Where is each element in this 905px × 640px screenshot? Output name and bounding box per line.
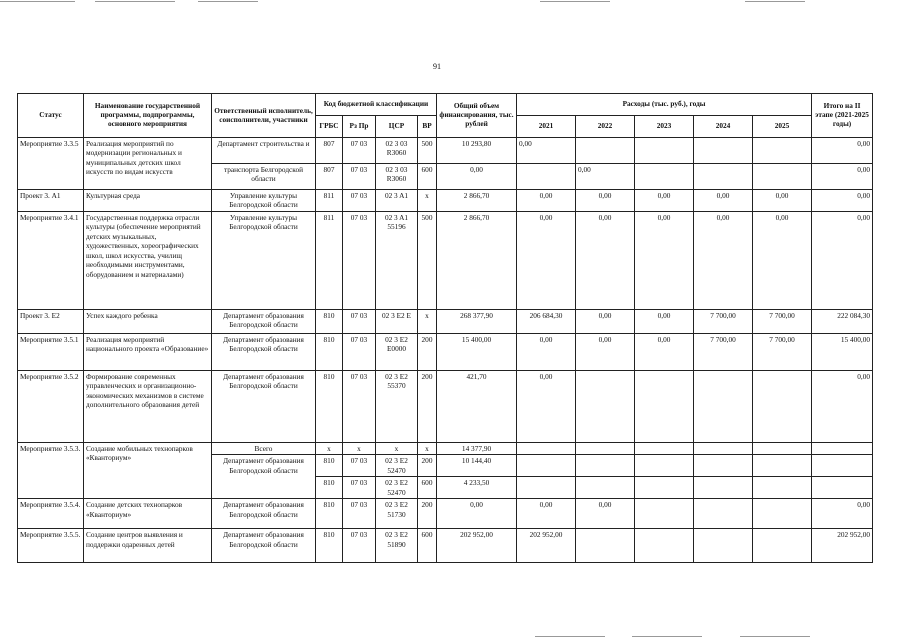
cell-2024: 0,00	[694, 190, 753, 212]
cell-2023: 0,00	[635, 190, 694, 212]
cell-status: Мероприятие 3.3.5	[18, 138, 84, 190]
cell-vr: 200	[418, 370, 437, 442]
cell-stage: 0,00	[812, 190, 873, 212]
cell-2023	[635, 442, 694, 454]
cell-executor: Департамент образования Белгородской области	[212, 455, 316, 499]
cell-2022: 0,00	[576, 211, 635, 309]
cell-total: 202 952,00	[437, 529, 517, 563]
cell-grbs: 810	[316, 529, 343, 563]
cell-2021: 0,00	[517, 211, 576, 309]
cell-executor: Департамент образования Белгородской области	[212, 529, 316, 563]
cell-2023	[635, 164, 694, 190]
cell-stage: 0,00	[812, 164, 873, 190]
cell-status: Мероприятие 3.5.2	[18, 370, 84, 442]
cell-executor: Департамент образования Белгородской области	[212, 370, 316, 442]
cell-vr: x	[418, 309, 437, 333]
cell-status: Проект 3. E2	[18, 309, 84, 333]
cell-grbs: 807	[316, 138, 343, 164]
cell-executor: Департамент образования Белгородской области	[212, 333, 316, 370]
cell-2024	[694, 370, 753, 442]
cell-csr: 02 3 E2 55370	[376, 370, 418, 442]
cell-2025	[753, 529, 812, 563]
cell-rzpr: x	[343, 442, 376, 454]
cell-grbs: x	[316, 442, 343, 454]
cell-grbs: 811	[316, 211, 343, 309]
cell-name: Создание мобильных технопарков «Кванториум»	[84, 442, 212, 498]
cell-status: Мероприятие 3.4.1	[18, 211, 84, 309]
cell-2022	[576, 529, 635, 563]
cell-name: Создание детских технопарков «Кванториум»	[84, 499, 212, 529]
cell-2021: 0,00	[517, 333, 576, 370]
cell-status: Мероприятие 3.5.4.	[18, 499, 84, 529]
cell-2021: 0,00	[517, 499, 576, 529]
cell-vr: 200	[418, 455, 437, 477]
cell-total: 15 400,00	[437, 333, 517, 370]
table-body	[18, 138, 873, 563]
cell-total: 10 144,40	[437, 455, 517, 477]
cell-2025	[753, 499, 812, 529]
cell-rzpr: 07 03	[343, 477, 376, 499]
cell-total: 0,00	[437, 499, 517, 529]
cell-2023	[635, 370, 694, 442]
cell-csr: x	[376, 442, 418, 454]
cell-name: Реализация мероприятий национального проекта «Образование»	[84, 333, 212, 370]
cell-status: Мероприятие 3.5.1	[18, 333, 84, 370]
cell-total: 10 293,80	[437, 138, 517, 164]
cell-2021: 0,00	[517, 370, 576, 442]
cell-2021	[517, 164, 576, 190]
header-status: Статус	[18, 94, 84, 138]
cell-2025	[753, 442, 812, 454]
header-total-funding: Общий объем финансирования, тыс. рублей	[437, 94, 517, 138]
cell-2022	[576, 477, 635, 499]
scan-artifact-line	[535, 636, 605, 637]
cell-2025	[753, 477, 812, 499]
cell-rzpr: 07 03	[343, 211, 376, 309]
cell-csr: 02 3 E2 E	[376, 309, 418, 333]
cell-vr: 200	[418, 333, 437, 370]
cell-2025	[753, 138, 812, 164]
scan-artifact-line	[745, 1, 805, 2]
cell-total: 421,70	[437, 370, 517, 442]
cell-2024	[694, 499, 753, 529]
cell-executor: Управление культуры Белгородской области	[212, 190, 316, 212]
header-code-group: Код бюджетной классификации	[316, 94, 437, 116]
scan-artifact-line	[95, 1, 175, 2]
cell-grbs: 810	[316, 499, 343, 529]
cell-csr: 02 3 E2 51730	[376, 499, 418, 529]
cell-2023	[635, 499, 694, 529]
scan-artifact-line	[632, 636, 702, 637]
cell-2022	[576, 442, 635, 454]
cell-grbs: 810	[316, 455, 343, 477]
cell-executor: Департамент строительства и	[212, 138, 316, 164]
cell-2025: 7 700,00	[753, 309, 812, 333]
cell-csr: 02 3 A1	[376, 190, 418, 212]
cell-rzpr: 07 03	[343, 190, 376, 212]
cell-2025: 0,00	[753, 211, 812, 309]
cell-rzpr: 07 03	[343, 138, 376, 164]
header-year-2022: 2022	[576, 116, 635, 138]
table-row	[18, 211, 873, 309]
cell-rzpr: 07 03	[343, 499, 376, 529]
cell-rzpr: 07 03	[343, 164, 376, 190]
cell-2025	[753, 455, 812, 477]
cell-2021	[517, 442, 576, 454]
cell-name: Успех каждого ребенка	[84, 309, 212, 333]
cell-2024	[694, 164, 753, 190]
cell-stage: 0,00	[812, 211, 873, 309]
cell-2021: 0,00	[517, 138, 576, 164]
cell-rzpr: 07 03	[343, 370, 376, 442]
page-number: 91	[433, 62, 441, 71]
cell-name: Создание центров выявления и поддержки одаренных детей	[84, 529, 212, 563]
cell-2025: 7 700,00	[753, 333, 812, 370]
cell-2024: 7 700,00	[694, 309, 753, 333]
cell-stage	[812, 455, 873, 477]
cell-grbs: 811	[316, 190, 343, 212]
header-year-2025: 2025	[753, 116, 812, 138]
cell-grbs: 810	[316, 309, 343, 333]
table-row	[18, 499, 873, 529]
cell-name: Реализация мероприятий по модернизации региональных и муниципальных детских школ искусств по видам искусств	[84, 138, 212, 190]
cell-stage: 0,00	[812, 370, 873, 442]
cell-total: 14 377,90	[437, 442, 517, 454]
cell-csr: 02 3 E2 E0000	[376, 333, 418, 370]
table-row	[18, 138, 873, 164]
cell-total: 0,00	[437, 164, 517, 190]
table-row	[18, 442, 873, 454]
cell-stage: 15 400,00	[812, 333, 873, 370]
cell-executor: транспорта Белгородской области	[212, 164, 316, 190]
cell-name: Формирование современных управленческих и организационно-экономических механизмов в системе дополнительного образования детей	[84, 370, 212, 442]
cell-2022	[576, 138, 635, 164]
scan-artifact-line	[540, 1, 610, 2]
header-year-2023: 2023	[635, 116, 694, 138]
cell-vr: 600	[418, 164, 437, 190]
cell-stage	[812, 442, 873, 454]
cell-grbs: 810	[316, 370, 343, 442]
header-name: Наименование государственной программы, подпрограммы, основного мероприятия	[84, 94, 212, 138]
cell-total: 2 866,70	[437, 190, 517, 212]
cell-stage: 222 084,30	[812, 309, 873, 333]
scan-artifact-line	[740, 636, 810, 637]
header-csr: ЦСР	[376, 116, 418, 138]
cell-2023	[635, 138, 694, 164]
cell-csr: 02 3 E2 51890	[376, 529, 418, 563]
cell-total: 2 866,70	[437, 211, 517, 309]
cell-rzpr: 07 03	[343, 455, 376, 477]
cell-2023: 0,00	[635, 333, 694, 370]
cell-csr: 02 3 E2 52470	[376, 455, 418, 477]
cell-2023	[635, 529, 694, 563]
cell-2022: 0,00	[576, 190, 635, 212]
cell-2022: 0,00	[576, 333, 635, 370]
cell-executor: Департамент образования Белгородской области	[212, 309, 316, 333]
header-executor: Ответственный исполнитель, соисполнители, участники	[212, 94, 316, 138]
scan-artifact-line	[198, 1, 258, 2]
cell-name: Культурная среда	[84, 190, 212, 212]
table-row	[18, 190, 873, 212]
cell-2023	[635, 455, 694, 477]
cell-grbs: 807	[316, 164, 343, 190]
cell-executor: Департамент образования Белгородской области	[212, 499, 316, 529]
cell-2022: 0,00	[576, 164, 635, 190]
budget-table	[17, 93, 873, 563]
cell-vr: 600	[418, 477, 437, 499]
cell-vr: 500	[418, 211, 437, 309]
cell-stage	[812, 477, 873, 499]
cell-2022: 0,00	[576, 309, 635, 333]
table-row	[18, 529, 873, 563]
table-row	[18, 370, 873, 442]
scan-artifact-line	[0, 1, 75, 2]
cell-2023: 0,00	[635, 211, 694, 309]
cell-rzpr: 07 03	[343, 333, 376, 370]
cell-executor: Управление культуры Белгородской области	[212, 211, 316, 309]
cell-vr: 500	[418, 138, 437, 164]
cell-grbs: 810	[316, 333, 343, 370]
cell-2021: 202 952,00	[517, 529, 576, 563]
header-vr: ВР	[418, 116, 437, 138]
cell-2023	[635, 477, 694, 499]
cell-2024	[694, 529, 753, 563]
cell-2024: 0,00	[694, 211, 753, 309]
cell-2021	[517, 477, 576, 499]
cell-2024	[694, 477, 753, 499]
cell-vr: 200	[418, 499, 437, 529]
cell-2025	[753, 164, 812, 190]
cell-csr: 02 3 03 R3060	[376, 138, 418, 164]
cell-2024	[694, 138, 753, 164]
cell-2021: 0,00	[517, 190, 576, 212]
cell-status: Мероприятие 3.5.3.	[18, 442, 84, 498]
table-row	[18, 333, 873, 370]
cell-executor: Всего	[212, 442, 316, 454]
cell-2024: 7 700,00	[694, 333, 753, 370]
cell-csr: 02 3 03 R3060	[376, 164, 418, 190]
header-year-2021: 2021	[517, 116, 576, 138]
header-stage-total: Итого на II этапе (2021-2025 годы)	[812, 94, 873, 138]
table-header	[18, 94, 873, 138]
cell-rzpr: 07 03	[343, 529, 376, 563]
cell-csr: 02 3 A1 55196	[376, 211, 418, 309]
cell-2022: 0,00	[576, 499, 635, 529]
cell-total: 4 233,50	[437, 477, 517, 499]
cell-2024	[694, 442, 753, 454]
cell-status: Мероприятие 3.5.5.	[18, 529, 84, 563]
cell-csr: 02 3 E2 52470	[376, 477, 418, 499]
header-grbs: ГРБС	[316, 116, 343, 138]
cell-name: Государственная поддержка отрасли культуры (обеспечение мероприятий детских музыкальных, художественных, хореографических школ, школ искусства, училищ необходимыми инструментами, оборудованием и материалами)	[84, 211, 212, 309]
cell-2021: 206 684,30	[517, 309, 576, 333]
cell-2021	[517, 455, 576, 477]
cell-stage: 0,00	[812, 499, 873, 529]
cell-2022	[576, 370, 635, 442]
cell-vr: x	[418, 190, 437, 212]
cell-2023: 0,00	[635, 309, 694, 333]
cell-2024	[694, 455, 753, 477]
table-row	[18, 309, 873, 333]
cell-2022	[576, 455, 635, 477]
cell-status: Проект 3. A1	[18, 190, 84, 212]
cell-rzpr: 07 03	[343, 309, 376, 333]
cell-grbs: 810	[316, 477, 343, 499]
header-year-2024: 2024	[694, 116, 753, 138]
cell-vr: 600	[418, 529, 437, 563]
cell-vr: x	[418, 442, 437, 454]
header-rzpr: Рз Пр	[343, 116, 376, 138]
cell-2025: 0,00	[753, 190, 812, 212]
cell-2025	[753, 370, 812, 442]
cell-stage: 0,00	[812, 138, 873, 164]
header-expenses-group: Расходы (тыс. руб.), годы	[517, 94, 812, 116]
cell-stage: 202 952,00	[812, 529, 873, 563]
cell-total: 268 377,90	[437, 309, 517, 333]
